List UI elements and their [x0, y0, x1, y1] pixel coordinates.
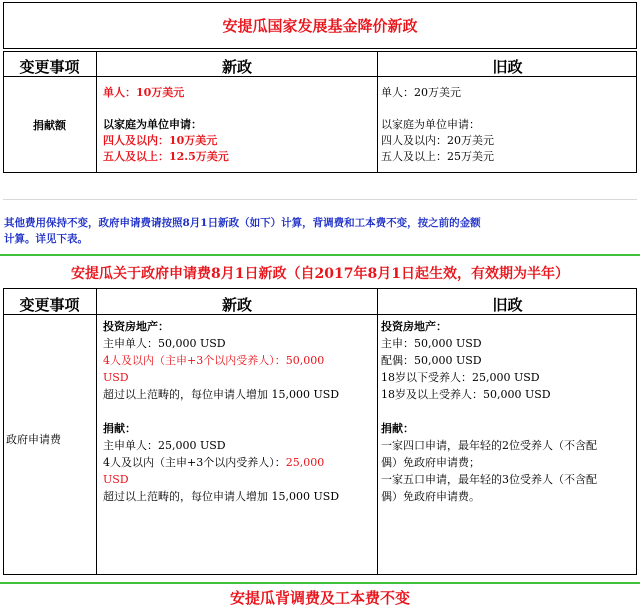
s2-new-re-extra: 超过以上范畴的，每位申请人增加 15,000 USD: [103, 388, 340, 401]
s2-old-realestate-heading: 投资房地产：: [381, 320, 447, 333]
s1-old-family-large: 五人及以上：25万美元: [381, 150, 494, 163]
section3-title: 安提瓜背调费及工本费不变: [229, 589, 410, 607]
section2-header-item: 变更事项: [19, 296, 80, 314]
gridline: [3, 199, 637, 200]
section2-col-divider-1: [96, 288, 97, 575]
s1-new-family-heading: 以家庭为单位申请：: [103, 118, 202, 131]
note-line-1: 其他费用保持不变，政府申请费请按照8月1日新政（如下）计算，背调费和工本费不变，按之前的金额: [4, 217, 481, 229]
s2-new-re-family-2: USD: [103, 371, 129, 384]
s2-old-don-four-1: 一家四口申请，最年轻的2位受养人（不含配: [381, 439, 597, 452]
s2-new-re-main: 主申单人：50,000 USD: [103, 337, 226, 350]
s1-new-family-large: 五人及以上：12.5万美元: [103, 150, 229, 163]
section1-header-old: 旧政: [492, 58, 523, 76]
section2-header-old: 旧政: [492, 296, 523, 314]
s2-new-don-family-2: USD: [103, 473, 129, 486]
s2-new-don-main: 主申单人：25,000 USD: [103, 439, 226, 452]
section1-title: 安提瓜国家发展基金降价新政: [222, 17, 418, 35]
s2-new-re-family-1: 4人及以内（主申+3个以内受养人）：50,000: [103, 354, 325, 367]
green-rule-2: [0, 582, 640, 584]
s2-new-don-family-1: [103, 455, 324, 471]
s2-new-don-extra: 超过以上范畴的，每位申请人增加 15,000 USD: [103, 490, 340, 503]
s2-old-re-under18: 18岁以下受养人：25,000 USD: [381, 371, 540, 384]
section1-header-item: 变更事项: [19, 58, 80, 76]
s2-old-don-five-1: 一家五口申请，最年轻的3位受养人（不含配: [381, 473, 597, 486]
s1-new-family-small: 四人及以内：10万美元: [103, 134, 218, 147]
s1-old-family-heading: 以家庭为单位申请：: [381, 118, 480, 131]
section2-table: [3, 288, 637, 575]
s2-old-donation-heading: 捐献：: [381, 422, 414, 435]
s1-new-single: 单人：10万美元: [103, 86, 185, 99]
s2-old-re-spouse: 配偶：50,000 USD: [381, 354, 482, 367]
s2-old-don-five-2: 偶）免政府申请费。: [381, 490, 480, 503]
s2-new-don-family-prefix: 4人及以内（主申+3个以内受养人）：: [103, 456, 286, 469]
s2-old-re-over18: 18岁及以上受养人：50,000 USD: [381, 388, 551, 401]
section2-col-divider-2: [377, 288, 378, 575]
s2-new-don-family-amount: 25,000: [285, 456, 325, 469]
note-line-2: 计算。详见下表。: [4, 233, 88, 245]
section2-title: 安提瓜关于政府申请费8月1日新政（自2017年8月1日起生效，有效期为半年）: [71, 266, 569, 282]
s2-new-realestate-heading: 投资房地产：: [103, 320, 169, 333]
green-rule-1: [0, 254, 640, 256]
section1-header-new: 新政: [221, 58, 252, 76]
section1-row-label: 捐献额: [33, 119, 66, 132]
section2-row-label: 政府申请费: [6, 433, 61, 446]
section2-header-new: 新政: [221, 296, 252, 314]
s1-old-family-small: 四人及以内：20万美元: [381, 134, 494, 147]
s1-old-single: 单人：20万美元: [381, 86, 461, 99]
s2-old-don-four-2: 偶）免政府申请费；: [381, 456, 480, 469]
s2-new-donation-heading: 捐献：: [103, 422, 136, 435]
s2-old-re-main: 主申：50,000 USD: [381, 337, 482, 350]
